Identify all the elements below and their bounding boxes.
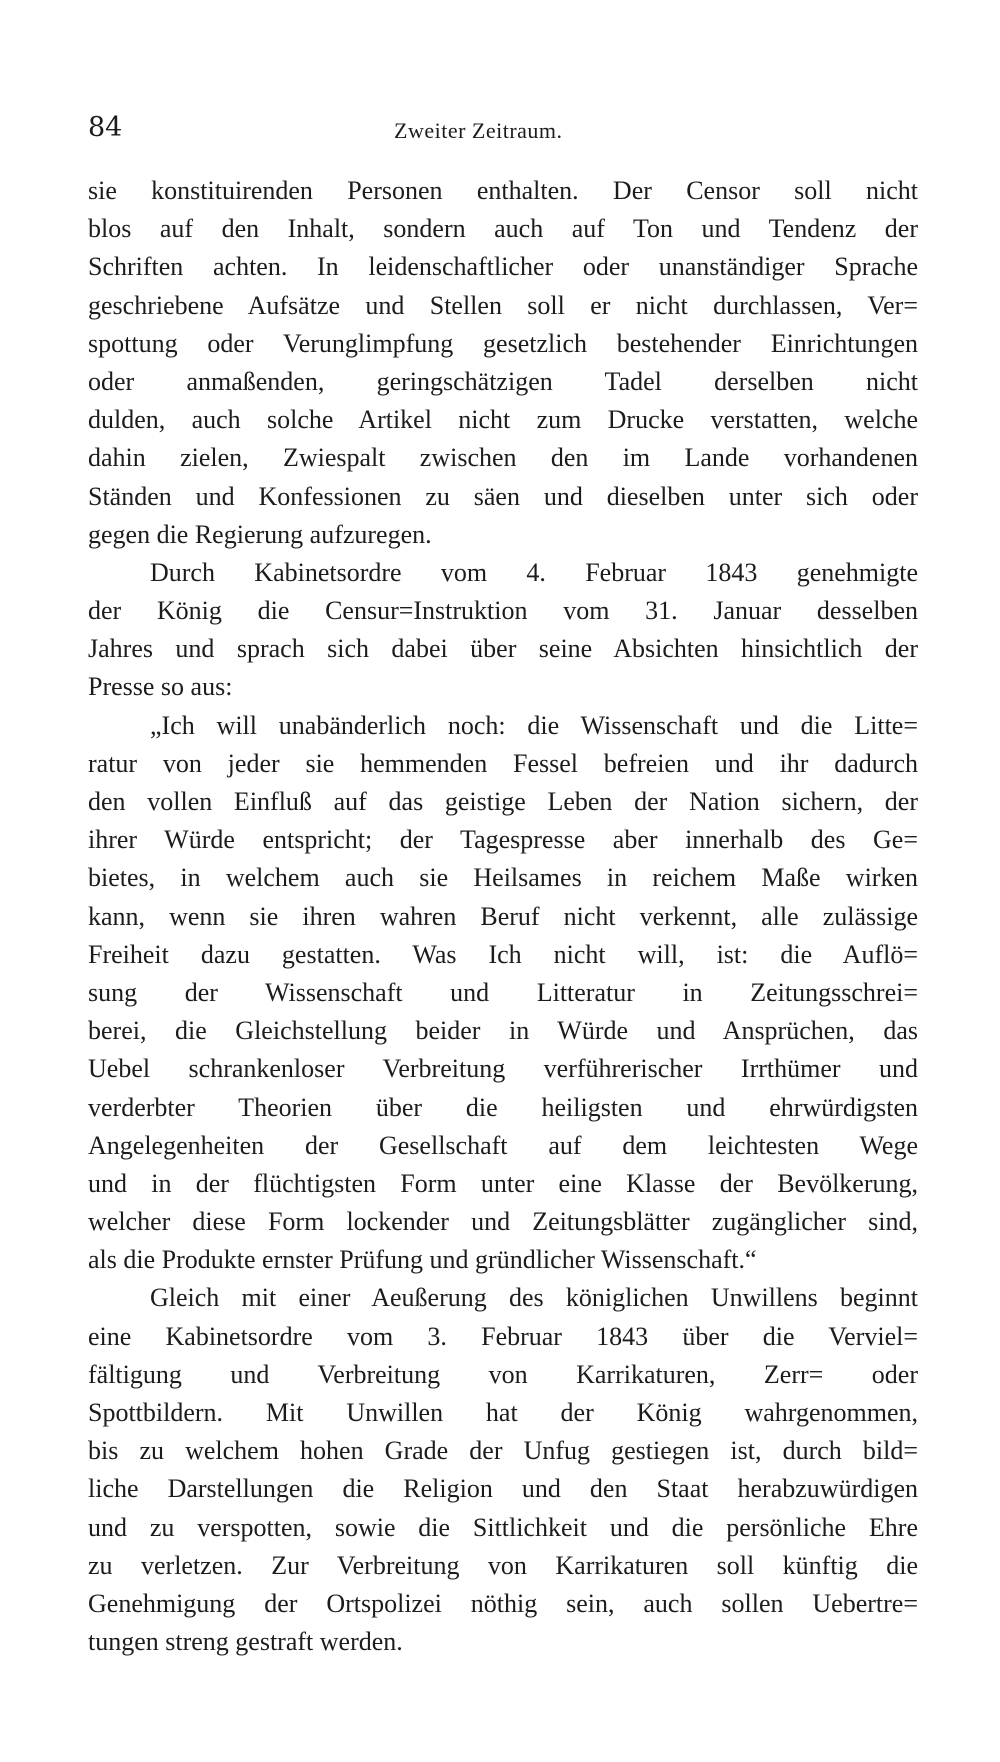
text-line: zu verletzen. Zur Verbreitung von Karrikaturen soll künftig die bbox=[88, 1550, 918, 1580]
text-line: und zu verspotten, sowie die Sittlichkeit und die persönliche Ehre bbox=[88, 1512, 918, 1542]
text-line: „Ich will unabänderlich noch: die Wissenschaft und die Litte= bbox=[150, 710, 918, 740]
text-line: Schriften achten. In leidenschaftlicher oder unanständiger Sprache bbox=[88, 252, 918, 282]
text-line: welcher diese Form lockender und Zeitungsblätter zugänglicher sind, bbox=[88, 1207, 918, 1237]
text-line: tungen streng gestraft werden. bbox=[88, 1627, 403, 1657]
body-text bbox=[88, 172, 918, 1661]
text-line: ratur von jeder sie hemmenden Fessel befreien und ihr dadurch bbox=[88, 748, 918, 778]
text-line: der König die Censur=Instruktion vom 31. Januar desselben bbox=[88, 596, 918, 626]
text-line: sie konstituirenden Personen enthalten. Der Censor soll nicht bbox=[88, 176, 918, 205]
page-number: 84 bbox=[88, 112, 123, 143]
text-line: berei, die Gleichstellung beider in Würde und Ansprüchen, das bbox=[88, 1016, 918, 1046]
text-line: eine Kabinetsordre vom 3. Februar 1843 über die Verviel= bbox=[88, 1321, 918, 1351]
text-line: Durch Kabinetsordre vom 4. Februar 1843 genehmigte bbox=[150, 557, 918, 587]
text-line: Genehmigung der Ortspolizei nöthig sein, auch sollen Uebertre= bbox=[88, 1588, 918, 1618]
text-line: bis zu welchem hohen Grade der Unfug gestiegen ist, durch bild= bbox=[88, 1436, 918, 1466]
text-line: sung der Wissenschaft und Litteratur in Zeitungsschrei= bbox=[88, 977, 918, 1007]
text-line: Angelegenheiten der Gesellschaft auf dem leichtesten Wege bbox=[88, 1130, 918, 1160]
text-line: Jahres und sprach sich dabei über seine Absichten hinsichtlich der bbox=[88, 634, 918, 664]
text-line: ihrer Würde entspricht; der Tagespresse aber innerhalb des Ge= bbox=[88, 825, 918, 855]
text-line: blos auf den Inhalt, sondern auch auf Ton und Tendenz der bbox=[88, 214, 918, 244]
text-line: gegen die Regierung aufzuregen. bbox=[88, 519, 432, 549]
text-line: Gleich mit einer Aeußerung des königlichen Unwillens beginnt bbox=[150, 1283, 918, 1313]
text-line: den vollen Einfluß auf das geistige Leben der Nation sichern, der bbox=[88, 787, 918, 816]
page-header bbox=[88, 112, 918, 152]
text-line: oder anmaßenden, geringschätzigen Tadel derselben nicht bbox=[88, 366, 918, 396]
text-line: fältigung und Verbreitung von Karrikaturen, Zerr= oder bbox=[88, 1359, 918, 1389]
text-line: und in der flüchtigsten Form unter eine Klasse der Bevölkerung, bbox=[88, 1168, 918, 1198]
text-line: als die Produkte ernster Prüfung und gründlicher Wissenschaft.“ bbox=[88, 1245, 757, 1275]
text-line: geschriebene Aufsätze und Stellen soll er nicht durchlassen, Ver= bbox=[88, 290, 918, 320]
running-head: Zweiter Zeitraum. bbox=[394, 118, 563, 143]
text-line: liche Darstellungen die Religion und den Staat herabzuwürdigen bbox=[88, 1474, 918, 1504]
text-line: dulden, auch solche Artikel nicht zum Drucke verstatten, welche bbox=[88, 405, 918, 435]
text-line: kann, wenn sie ihren wahren Beruf nicht verkennt, alle zulässige bbox=[88, 901, 918, 931]
text-line: Ständen und Konfessionen zu säen und dieselben unter sich oder bbox=[88, 481, 918, 511]
text-line: Spottbildern. Mit Unwillen hat der König wahrgenommen, bbox=[88, 1398, 918, 1427]
text-line: dahin zielen, Zwiespalt zwischen den im Lande vorhandenen bbox=[88, 443, 918, 473]
text-line: verderbter Theorien über die heiligsten und ehrwürdigsten bbox=[88, 1092, 918, 1122]
text-line: Uebel schrankenloser Verbreitung verführerischer Irrthümer und bbox=[88, 1054, 918, 1084]
text-line: spottung oder Verunglimpfung gesetzlich bestehender Einrichtungen bbox=[88, 328, 918, 358]
text-line: Presse so aus: bbox=[88, 672, 233, 702]
text-line: bietes, in welchem auch sie Heilsames in reichem Maße wirken bbox=[88, 863, 918, 893]
text-line: Freiheit dazu gestatten. Was Ich nicht will, ist: die Auflö= bbox=[88, 939, 918, 969]
